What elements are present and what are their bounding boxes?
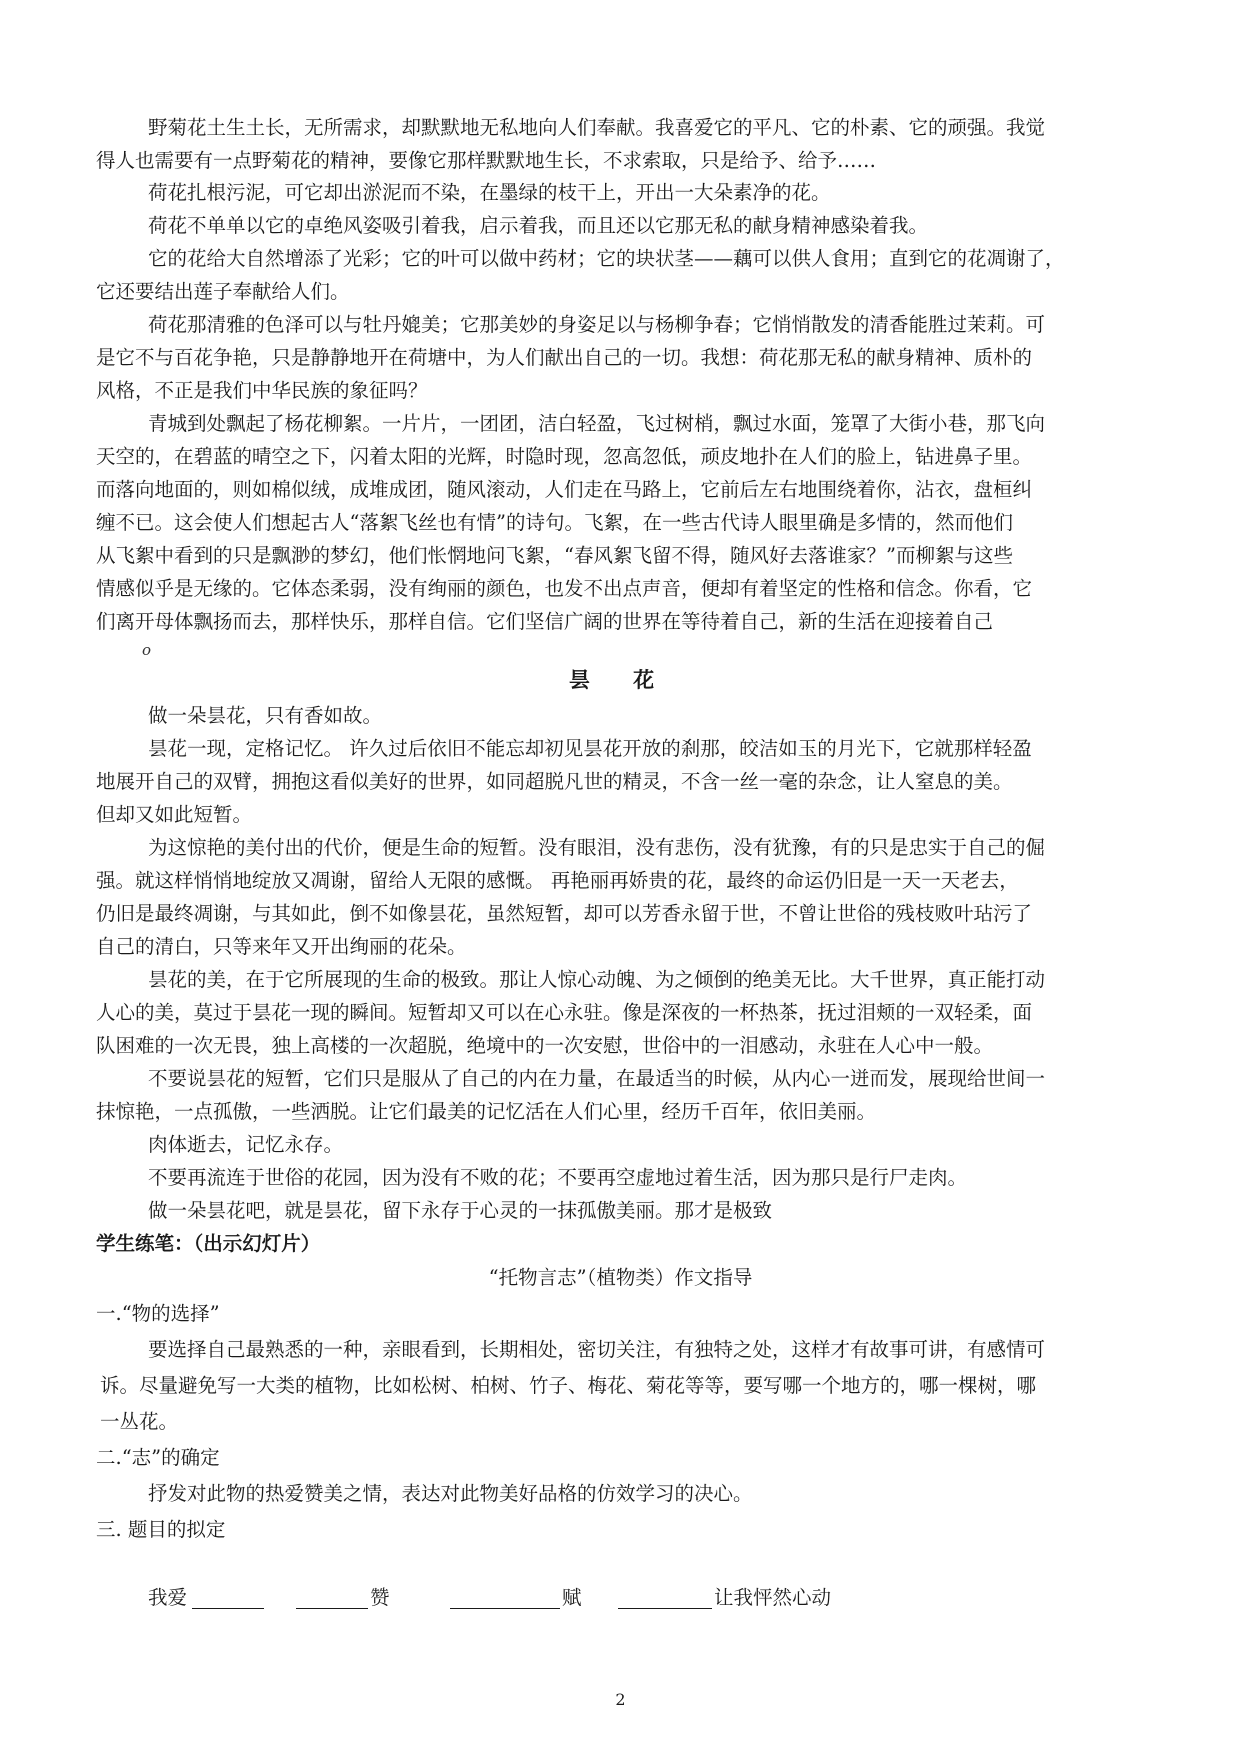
- paragraph-line: 地展开自己的双臂，拥抱这看似美好的世界，如同超脱凡世的精灵，不含一丝一毫的杂念，让人窒息的美。: [96, 770, 1013, 793]
- paragraph-line: 抹惊艳，一点孤傲，一些洒脱。让它们最美的记忆活在人们心里，经历千百年，依旧美丽。: [96, 1100, 877, 1123]
- title-suffix-2: 赞: [370, 1586, 390, 1609]
- guide-title: “托物言志”（植物类）作文指导: [488, 1266, 753, 1289]
- paragraph-line: 队困难的一次无畏，独上高楼的一次超脱，绝境中的一次安慰，世俗中的一泪感动，永驻在人心中一般。: [96, 1034, 994, 1057]
- title-suffix-4: 让我怦然心动: [714, 1586, 832, 1609]
- paragraph-line: 它还要结出莲子奉献给人们。: [96, 280, 350, 303]
- blank-line: [192, 1608, 264, 1609]
- paragraph-line: 一丛花。: [100, 1410, 179, 1433]
- paragraph-line: 青城到处飘起了杨花柳絮。一片片，一团团，洁白轻盈，飞过树梢，飘过水面，笼罩了大街小巷，那飞向: [148, 412, 1046, 435]
- paragraph-line: 自己的清白，只等来年又开出绚丽的花朵。: [96, 935, 467, 958]
- paragraph-line: 们离开母体飘扬而去，那样快乐，那样自信。它们坚信广阔的世界在等待着自己，新的生活在迎接着自己: [96, 610, 994, 633]
- paragraph-line: 要选择自己最熟悉的一种，亲眼看到，长期相处，密切关注，有独特之处，这样才有故事可讲，有感情可: [148, 1338, 1046, 1361]
- paragraph-line: 不要再流连于世俗的花园，因为没有不败的花；不要再空虚地过着生活，因为那只是行尸走肉。: [148, 1166, 968, 1189]
- section-title: 昙 花: [568, 667, 673, 692]
- paragraph-line: 肉体逝去，记忆永存。: [148, 1133, 344, 1156]
- paragraph-line: 不要说昙花的短暂，它们只是服从了自己的内在力量，在最适当的时候，从内心一迸而发，展现给世间一: [148, 1067, 1046, 1090]
- page-number: 2: [615, 1690, 626, 1709]
- paragraph-line: 而落向地面的，则如棉似绒，成堆成团，随风滚动，人们走在马路上，它前后左右地围绕着你，沾衣，盘桓纠: [96, 478, 1033, 501]
- paragraph-line: 得人也需要有一点野菊花的精神，要像它那样默默地生长，不求索取，只是给予、给予……: [96, 149, 877, 172]
- paragraph-line: 强。就这样悄悄地绽放又凋谢，留给人无限的感慨。 再艳丽再娇贵的花，最终的命运仍旧是一天一天老去，: [96, 869, 1019, 892]
- paragraph-line: 它的花给大自然增添了光彩；它的叶可以做中药材；它的块状茎——藕可以供人食用；直到它的花凋谢了，: [148, 247, 1065, 270]
- paragraph-line: 仍旧是最终凋谢，与其如此，倒不如像昙花，虽然短暂，却可以芳香永留于世，不曾让世俗的残枝败叶玷污了: [96, 902, 1033, 925]
- paragraph-line: 风格，不正是我们中华民族的象征吗？: [96, 379, 428, 402]
- paragraph-line: 天空的，在碧蓝的晴空之下，闪着太阳的光辉，时隐时现，忽高忽低，顽皮地扑在人们的脸上，钻进鼻子里。: [96, 445, 1033, 468]
- title-suffix-3: 赋: [562, 1586, 582, 1609]
- section-heading: 二.“志”的确定: [96, 1446, 220, 1469]
- paragraph-line: 野菊花土生土长，无所需求，却默默地无私地向人们奉献。我喜爱它的平凡、它的朴素、它的顽强。我觉: [148, 116, 1046, 139]
- section-heading: 三. 题目的拟定: [96, 1518, 226, 1541]
- paragraph-line: 做一朵昙花吧，就是昙花，留下永存于心灵的一抹孤傲美丽。那才是极致: [148, 1199, 773, 1222]
- paragraph-line: 荷花不单单以它的卓绝风姿吸引着我，启示着我，而且还以它那无私的献身精神感染着我。: [148, 214, 929, 237]
- blank-line: [618, 1608, 712, 1609]
- blank-line: [450, 1608, 560, 1609]
- paragraph-line: 荷花扎根污泥，可它却出淤泥而不染，在墨绿的枝干上，开出一大朵素净的花。: [148, 181, 831, 204]
- paragraph-line: 抒发对此物的热爱赞美之情，表达对此物美好品格的仿效学习的决心。: [148, 1482, 753, 1505]
- paragraph-line: 情感似乎是无缘的。它体态柔弱，没有绚丽的颜色，也发不出点声音，便却有着坚定的性格和信念。你看，它: [96, 577, 1033, 600]
- paragraph-line: 但却又如此短暂。: [96, 803, 253, 826]
- blank-line: [296, 1608, 368, 1609]
- section-heading: 一.“物的选择”: [96, 1302, 220, 1325]
- practice-heading: 学生练笔：（出示幻灯片）: [96, 1232, 321, 1255]
- paragraph-line: 为这惊艳的美付出的代价，便是生命的短暂。没有眼泪，没有悲伤，没有犹豫，有的只是忠实于自己的倔: [148, 836, 1046, 859]
- paragraph-line: 诉。尽量避免写一大类的植物，比如松树、柏树、竹子、梅花、菊花等等，要写哪一个地方的，哪一棵树，哪: [100, 1374, 1037, 1397]
- title-prefix-1: 我爱: [148, 1586, 188, 1609]
- paragraph-line: 荷花那清雅的色泽可以与牡丹媲美；它那美妙的身姿足以与杨柳争春；它悄悄散发的清香能胜过茉莉。可: [148, 313, 1046, 336]
- paragraph-line: 昙花一现，定格记忆。 许久过后依旧不能忘却初见昙花开放的刹那，皎洁如玉的月光下，它就那样轻盈: [148, 737, 1032, 760]
- stray-mark: o: [142, 641, 152, 659]
- paragraph-line: 人心的美，莫过于昙花一现的瞬间。短暂却又可以在心永驻。像是深夜的一杯热茶，抚过泪颊的一双轻柔，面: [96, 1001, 1033, 1024]
- paragraph-line: 从飞絮中看到的只是飘渺的梦幻，他们怅惘地问飞絮，“春风絮飞留不得，随风好去落谁家？”而柳絮与这些: [96, 544, 1013, 567]
- paragraph-line: 做一朵昙花，只有香如故。: [148, 704, 383, 727]
- paragraph-line: 昙花的美，在于它所展现的生命的极致。那让人惊心动魄、为之倾倒的绝美无比。大千世界，真正能打动: [148, 968, 1046, 991]
- paragraph-line: 是它不与百花争艳，只是静静地开在荷塘中，为人们献出自己的一切。我想：荷花那无私的献身精神、质朴的: [96, 346, 1033, 369]
- paragraph-line: 缠不已。这会使人们想起古人“落絮飞丝也有情”的诗句。飞絮，在一些古代诗人眼里确是多情的，然而他们: [96, 511, 1013, 534]
